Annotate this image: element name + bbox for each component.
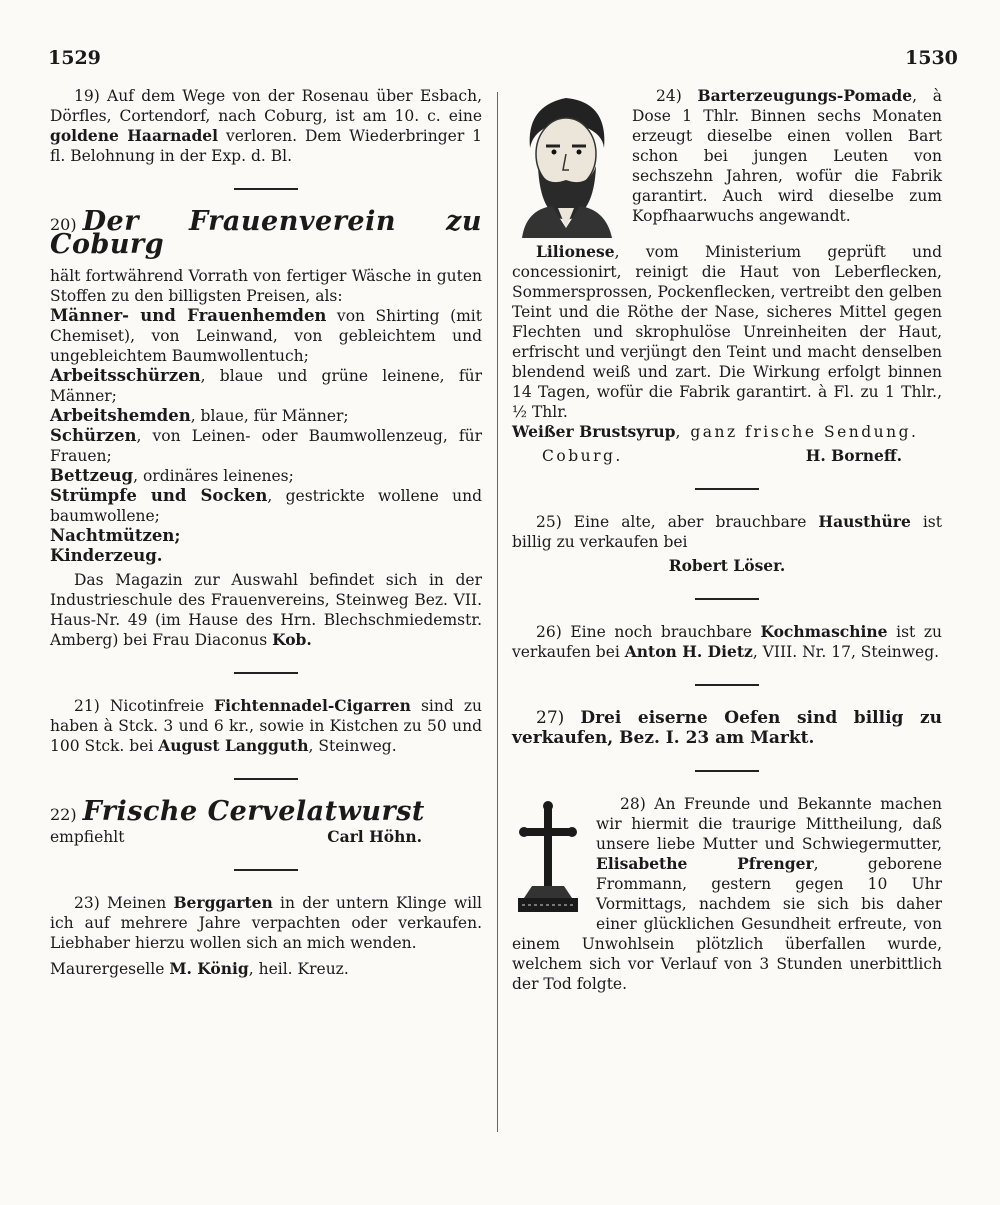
ad-22-title: Frische Cervelatwurst [82,796,425,827]
separator-rule [695,770,759,772]
ad-24-signer: H. Borneff. [805,446,902,465]
ad-22-signer: Carl Höhn. [327,827,422,846]
ad-24-product-a: Barterzeugungs-Pomade [697,86,913,105]
ad-19-bold: goldene Haarnadel [50,126,219,145]
separator-rule [695,684,759,686]
separator-rule [695,488,759,490]
ad-20-item-name: Männer- und Frauenhemden [50,306,327,325]
ad-19-text-b: verloren. Dem Wiederbringer 1 fl. Belohnung in der Exp. d. Bl. [50,127,482,165]
ad-26-bold-a: Kochmaschine [760,622,888,641]
ad-20-item [50,366,482,406]
ad-20-item [50,486,482,526]
ad-20-item-name: Arbeitsschürzen [50,366,201,385]
separator-rule [234,869,298,871]
ad-20-item-name: Schürzen [50,426,137,445]
ad-20-number: 20) [50,215,77,234]
ad-24-text-d: , ganz frische Sendung. [675,423,919,441]
ad-20-item [50,466,482,486]
ad-20-item-detail: , ordinäres leinenes; [133,467,294,485]
separator-rule [695,598,759,600]
bearded-man-portrait-icon [512,88,620,238]
ad-22-lead: empfiehlt [50,828,125,846]
ad-20-intro: hält fortwährend Vorrath von fertiger Wäsche in guten Stoffen zu den billigsten Preisen, als: [50,267,482,305]
ad-20-item-detail: von Shirting (mit Chemiset), von Leinwand, von gebleichtem und ungebleichtem Baumwollentuch; [50,307,482,365]
page-number-left: 1529 [48,47,101,69]
ad-20-item-name: Bettzeug [50,466,134,485]
ad-26-text-b: ist zu verkaufen bei [512,623,942,661]
memorial-cross-icon [512,800,584,918]
ad-21-text-c: , Steinweg. [308,737,397,755]
ad-21-text-b: sind zu haben à Stck. 3 und 6 kr., sowie in Kistchen zu 50 und 100 Stck. bei [50,697,482,755]
ad-20-closing: Das Magazin zur Auswahl befindet sich in der Industrieschule des Frauenvereins, Steinweg Bez. VII. Haus-Nr. 49 (im Hause des Hrn. Blechschmiedemstr. Amberg) bei Frau Diaconus [50,571,482,649]
ad-22 [50,796,482,847]
ad-20-item-name: Arbeitshemden [50,406,191,425]
ad-20-item-detail: , blaue und grüne leinene, für Männer; [50,367,482,405]
ad-23 [50,893,482,979]
ad-28-bold: Elisabethe Pfrenger [596,854,814,873]
ad-23-sig-a: Maurergeselle [50,960,170,978]
ad-20-closing-bold: Kob. [272,630,312,649]
ad-26-text-a: 26) Eine noch brauchbare [536,623,761,641]
ad-24-text-c: , vom Ministerium geprüft und concessionirt, reinigt die Haut von Leberflecken, Sommersprossen, Pockenflecken, vertreibt den gelben Teint und die Röthe der Nase, sicheres Mittel gegen Flechten und skrophulöse Unreinheiten der Haut, erfrischt und verjüngt den Teint und macht denselben blendend weiß und zart. Die Wirkung erfolgt binnen 14 Tagen, wofür die Fabrik garantirt. à Fl. zu 1 Thlr., ½ Thlr. [512,243,942,421]
ad-24-place: Coburg. [542,447,623,465]
separator-rule [234,778,298,780]
ad-20-item-list [50,306,482,566]
ad-28-text-a: 28) An Freunde und Bekannte machen wir hiermit die traurige Mittheilung, daß unsere liebe Mutter und Schwiegermutter, [596,795,942,853]
ad-20-item [50,526,482,546]
ad-26-bold-b: Anton H. Dietz [624,642,753,661]
ad-20-item [50,546,482,566]
ad-24-text-b: , à Dose 1 Thlr. Binnen sechs Monaten erzeugt dieselbe einen vollen Bart schon bei jungen Leuten von sechszehn Jahren, wofür die Fabrik garantirt. Auch wird dieselbe zum Kopfhaarwuchs angewandt. [632,87,942,225]
ad-21 [50,696,482,756]
ad-23-sig-b: , heil. Kreuz. [248,960,349,978]
ad-27-bold: Drei eiserne Oefen sind billig zu verkaufen, Bez. I. 23 am Markt. [512,708,943,748]
ad-19-text-a: 19) Auf dem Wege von der Rosenau über Esbach, Dörfles, Cortendorf, nach Coburg, ist am 10. c. eine [50,87,482,125]
ad-20-item-name: Strümpfe und Socken [50,486,268,505]
column-divider [497,92,498,1132]
ad-25-text-b: ist billig zu verkaufen bei [512,513,942,551]
ad-28 [512,794,942,994]
ad-25 [512,512,942,576]
ad-19 [50,86,482,166]
ad-20-item [50,406,482,426]
ad-20-item-detail: , von Leinen- oder Baumwollenzeug, für Frauen; [50,427,482,465]
ad-24-product-c: Weißer Brustsyrup [512,422,676,441]
ad-23-sig-bold: M. König [169,959,249,978]
ad-26 [512,622,942,662]
ad-26-text-c: , VIII. Nr. 17, Steinweg. [752,643,940,661]
ad-25-bold: Hausthüre [818,512,911,531]
ad-23-text-b: in der untern Klinge will ich auf mehrere Jahre verpachten oder verkaufen. Liebhaber hierzu wollen sich an mich wenden. [50,894,483,952]
right-column [512,86,942,994]
ad-20-item [50,306,482,366]
ad-28-text-b: , geborene Frommann, gestern gegen 10 Uhr Vormittags, nachdem sie sich bis daher einer glücklichen Gesundheit erfreute, von einem Unwohlsein plötzlich überfallen wurde, welchem sich vor Verlauf von 3 Stunden unerbittlich der Tod folgte. [512,855,942,993]
ad-23-text-a: 23) Meinen [74,894,174,912]
ad-20-item-name: Nachtmützen; [50,526,181,545]
ad-27 [512,708,942,748]
ad-22-number: 22) [50,805,77,824]
ad-23-bold: Berggarten [173,893,273,912]
ad-21-text-a: 21) Nicotinfreie [74,697,215,715]
separator-rule [234,672,298,674]
ad-20-item-detail: , blaue, für Männer; [190,407,349,425]
ad-20 [50,206,483,650]
ad-20-item-detail: , gestrickte wollene und baumwollene; [50,487,483,525]
ad-20-title: Der Frauenverein zu Coburg [50,206,482,260]
ad-21-bold-b: August Langguth [158,736,309,755]
left-column [50,86,482,979]
ad-25-text-a: 25) Eine alte, aber brauchbare [536,513,819,531]
ad-24-product-b: Lilionese [536,242,615,261]
separator-rule [234,188,298,190]
page-number-right: 1530 [905,47,958,69]
ad-25-signer: Robert Löser. [668,556,786,575]
ad-24-text-a: 24) [656,87,698,105]
ad-24 [512,86,942,466]
ad-20-item [50,426,482,466]
ad-27-number: 27) [536,708,565,728]
ad-21-bold-a: Fichtennadel-Cigarren [214,696,411,715]
ad-20-item-name: Kinderzeug. [50,546,163,565]
